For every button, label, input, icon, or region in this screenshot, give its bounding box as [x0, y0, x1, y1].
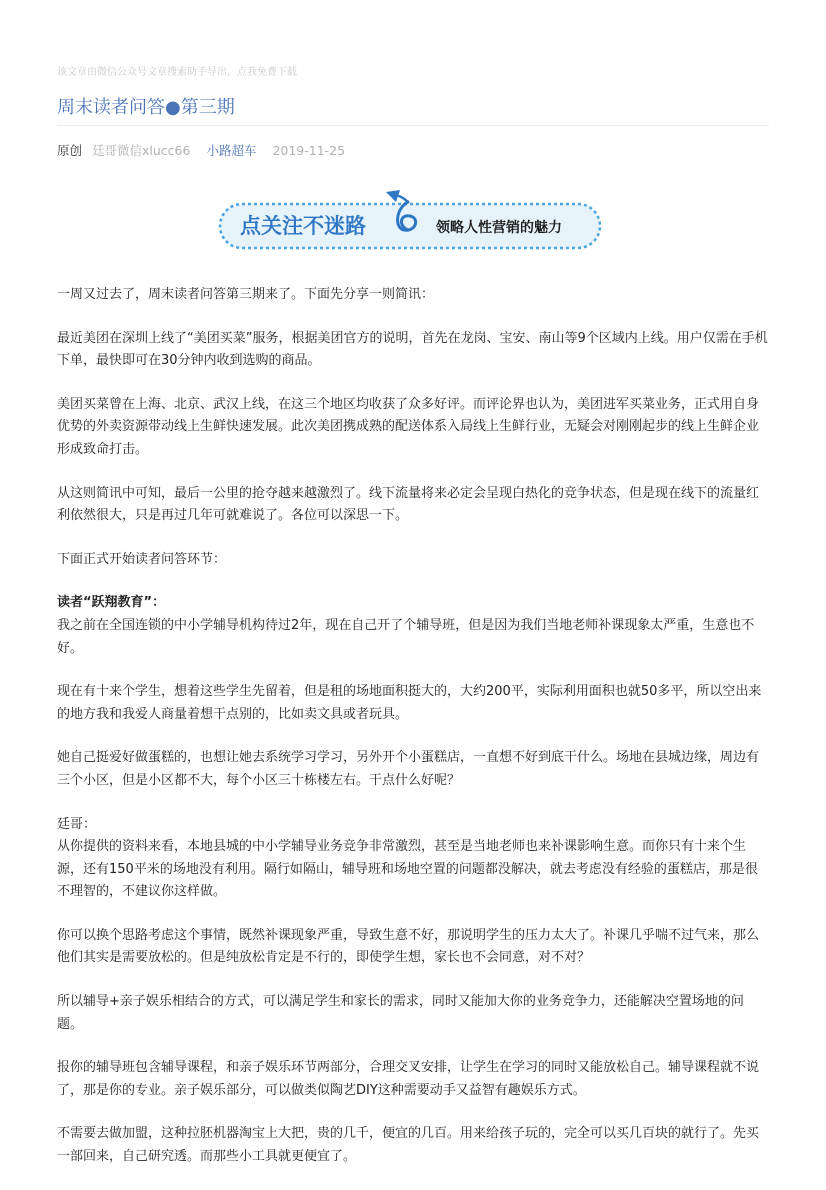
paragraph-news-1: 最近美团在深圳上线了“美团买菜”服务，根据美团官方的说明，首先在龙岗、宝安、南山等9个区域内上线。用户仅需在手机下单，最快即可在30分钟内收到选购的商品。 [57, 330, 768, 369]
export-notice [57, 63, 297, 78]
reader-question-label: 读者“跃翔教育”： [57, 595, 166, 611]
answer-label: 廷哥： [57, 816, 97, 832]
export-notice-text: 该文章由微信公众号文章搜索助手导出， [57, 67, 237, 78]
publish-date: 2019-11-25 [272, 143, 346, 158]
account-link[interactable]: 小路超车 [206, 143, 257, 158]
answer-4: 报你的辅导班包含辅导课程，和亲子娱乐环节两部分，合理交叉安排，让学生在学习的同时又能放松自己。辅导课程就不说了，那是你的专业。亲子娱乐部分，可以做类似陶艺DIY这种需要动手又益智有趣娱乐方式。 [57, 1060, 760, 1098]
paragraph-qa-start: 下面正式开始读者问答环节： [57, 551, 227, 567]
answer-2: 你可以换个思路考虑这个事情，既然补课现象严重，导致生意不好，那说明学生的压力太大了。补课几乎喘不过气来，那么他们其实是需要放松的。但是纯放松肯定是不行的，即使学生想，家长也不会同意，对不对？ [57, 927, 760, 966]
free-download-link[interactable]: 点我免费下载 [237, 67, 297, 78]
author-name: 廷哥微信xlucc66 [92, 143, 191, 158]
paragraph-news-2: 美团买菜曾在上海、北京、武汉上线，在这三个地区均收获了众多好评。而评论界也认为，美团进军买菜业务，正式用自身优势的外卖资源带动线上生鲜快速发展。此次美团携成熟的配送体系入局线上生鲜行业，无疑会对刚刚起步的线上生鲜企业形成致命打击。 [57, 396, 760, 457]
title-divider [57, 125, 769, 126]
answer-1: 从你提供的资料来看，本地县城的中小学辅导业务竞争非常激烈，甚至是当地老师也来补课影响生意。而你只有十来个生源，还有150平米的场地没有利用。隔行如隔山，辅导班和场地空置的问题都没解决，就去考虑没有经验的蛋糕店，那是很不理智的，不建议你这样做。 [57, 839, 758, 900]
banner-left-text: 点关注不迷路 [240, 215, 366, 238]
banner-right-text: 领略人性营销的魅力 [436, 219, 562, 235]
answer-5: 不需要去做加盟，这种拉胚机器淘宝上大把，贵的几千，便宜的几百。用来给孩子玩的，完全可以买几百块的就行了。先买一部回来，自己研究透。而那些小工具就更便宜了。 [57, 1126, 760, 1165]
article-title: 周末读者问答●第三期 [57, 97, 235, 118]
article-meta [57, 141, 345, 159]
reader-question-2: 现在有十来个学生，想着这些学生先留着，但是租的场地面积挺大的，大约200平，实际利用面积也就50多平，所以空出来的地方我和我爱人商量着想干点别的，比如卖文具或者玩具。 [57, 684, 762, 722]
paragraph-intro: 一周又过去了，周末读者问答第三期来了。下面先分享一则简讯： [57, 287, 435, 302]
answer-3: 所以辅导+亲子娱乐相结合的方式，可以满足学生和家长的需求，同时又能加大你的业务竞争力，还能解决空置场地的问题。 [57, 994, 744, 1032]
original-tag: 原创 [57, 143, 83, 158]
reader-question-3: 她自己挺爱好做蛋糕的，也想让她去系统学习学习，另外开个小蛋糕店，一直想不好到底干什么。场地在县城边缘，周边有三个小区，但是小区都不大，每个小区三十栋楼左右。干点什么好呢？ [57, 750, 760, 788]
follow-banner [218, 186, 602, 252]
paragraph-news-3: 从这则简讯中可知，最后一公里的抢夺越来越激烈了。线下流量将来必定会呈现白热化的竞争状态，但是现在线下的流量红利依然很大，只是再过几年可就难说了。各位可以深思一下。 [57, 485, 760, 524]
reader-question-1: 我之前在全国连锁的中小学辅导机构待过2年，现在自己开了个辅导班，但是因为我们当地老师补课现象太严重，生意也不好。 [57, 617, 755, 656]
article-body [57, 284, 769, 1190]
